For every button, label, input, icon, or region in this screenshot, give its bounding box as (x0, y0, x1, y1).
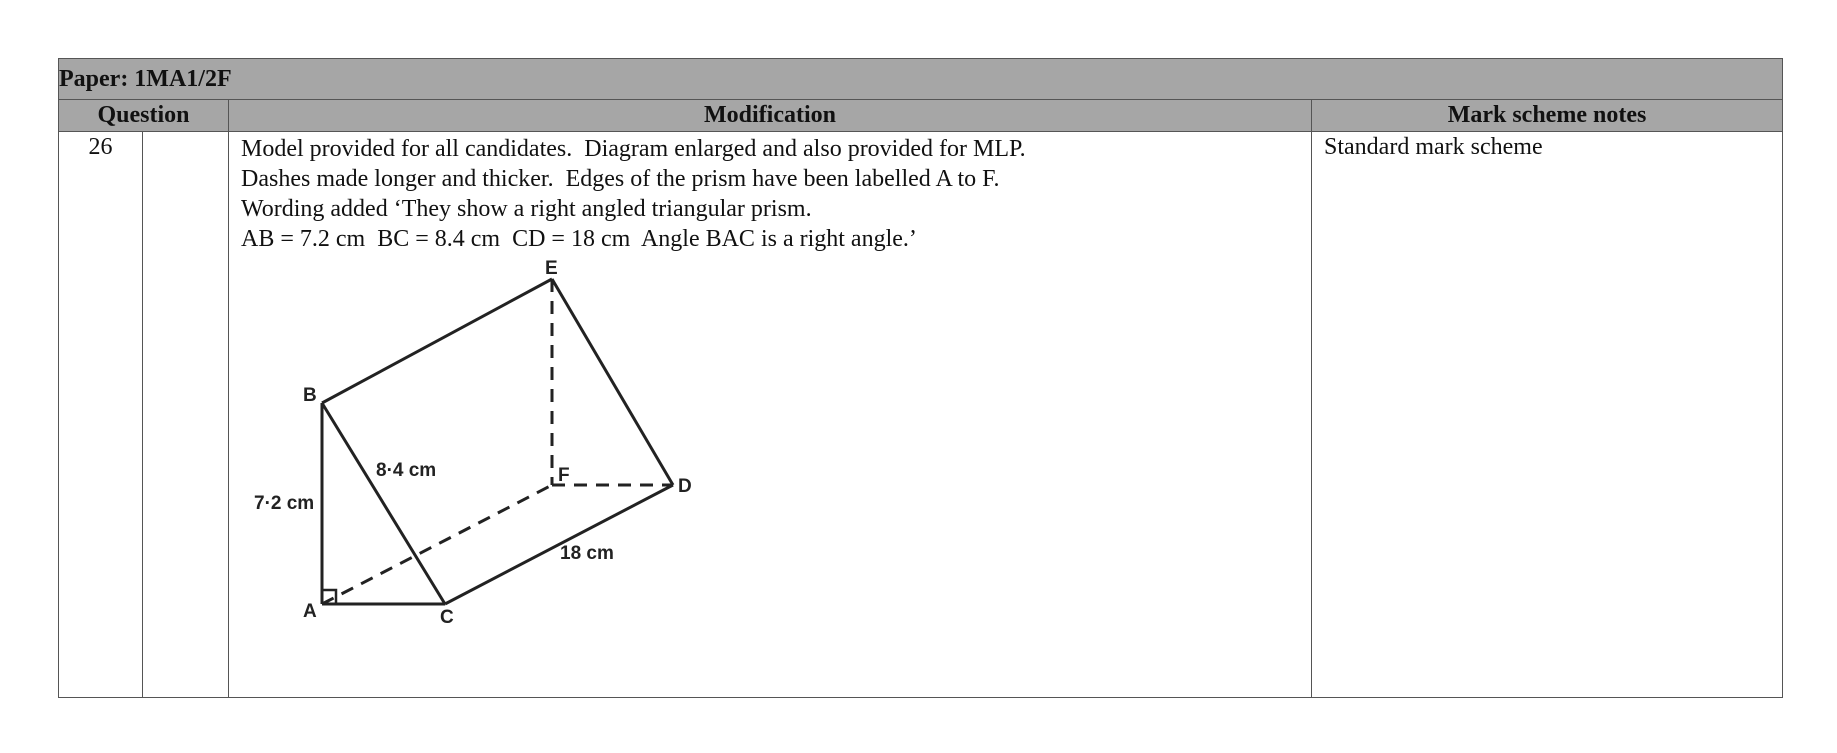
modification-table (58, 58, 1783, 698)
mark-scheme-notes: Standard mark scheme (1312, 132, 1783, 698)
vertex-label-b: B (303, 385, 317, 406)
edge-ed (552, 279, 673, 485)
modification-header: Modification (229, 100, 1312, 132)
edge-be (322, 279, 552, 403)
prism-solid-edges (322, 279, 673, 604)
notes-header: Mark scheme notes (1312, 100, 1783, 132)
length-label-ab: 7·2 cm (254, 493, 315, 514)
sub-question (143, 132, 229, 698)
modification-line-3: Wording added ‘They show a right angled triangular prism. (241, 196, 812, 222)
prism-hidden-edges (322, 279, 673, 604)
modification-line-1: Model provided for all candidates. Diagram enlarged and also provided for MLP. (241, 136, 1026, 162)
vertex-label-d: D (678, 476, 692, 497)
vertex-label-a: A (303, 601, 317, 622)
table-row (59, 132, 1783, 698)
paper-header-row (59, 59, 1783, 100)
length-label-cd: 18 cm (560, 543, 614, 564)
edge-cd (445, 485, 673, 604)
modification-line-2: Dashes made longer and thicker. Edges of the prism have been labelled A to F. (241, 166, 1000, 192)
vertex-label-c: C (440, 607, 454, 628)
paper-label: Paper: 1MA1/2F (59, 59, 1783, 100)
edge-af (322, 485, 552, 604)
length-label-bc: 8·4 cm (376, 460, 437, 481)
modification-line-4: AB = 7.2 cm BC = 8.4 cm CD = 18 cm Angle BAC is a right angle.’ (241, 226, 917, 252)
prism-diagram (241, 260, 701, 660)
vertex-label-f: F (558, 465, 570, 486)
modification-cell (229, 132, 1312, 698)
column-header-row (59, 100, 1783, 132)
question-header: Question (59, 100, 229, 132)
question-number: 26 (59, 132, 143, 698)
vertex-label-e: E (545, 260, 558, 279)
